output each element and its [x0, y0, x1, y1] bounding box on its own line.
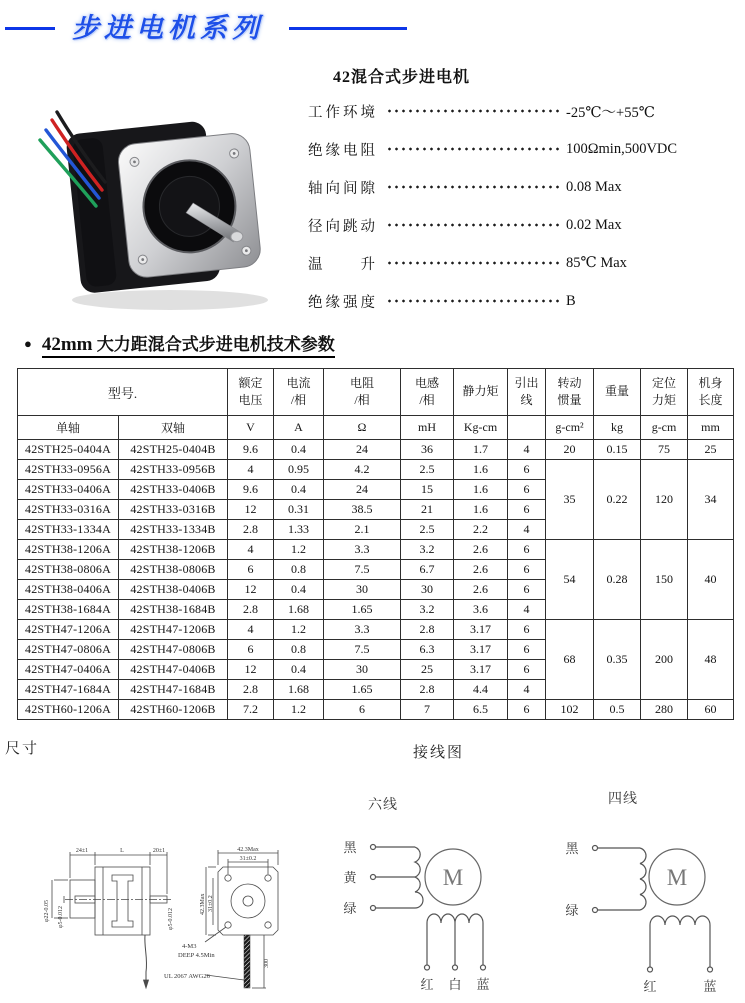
col-header: 电阻 /相 — [324, 369, 401, 416]
spec-label: 绝缘强度 — [308, 294, 378, 311]
current-cell: 0.8 — [274, 640, 324, 660]
weight-cell: 0.5 — [594, 700, 641, 720]
voltage-cell: 12 — [228, 500, 274, 520]
current-cell: 0.31 — [274, 500, 324, 520]
wire-black: 黑 — [565, 841, 579, 856]
wire-white: 白 — [448, 977, 462, 992]
dim-frame-width: 42.3Max — [237, 847, 259, 853]
model-single-cell: 42STH33-1334A — [18, 520, 119, 540]
inductance-cell: 6.7 — [401, 560, 454, 580]
motor-symbol: M — [666, 865, 688, 890]
spec-row — [308, 290, 738, 312]
table-title-size: 42mm — [41, 334, 93, 355]
holding-torque-cell: 6.5 — [454, 700, 508, 720]
detent-torque-cell: 280 — [641, 700, 688, 720]
table-title-text: 大力距混合式步进电机技术参数 — [92, 335, 335, 354]
table-row — [18, 700, 734, 720]
voltage-cell: 9.6 — [228, 480, 274, 500]
voltage-cell: 2.8 — [228, 600, 274, 620]
wire-blue: 蓝 — [476, 977, 490, 992]
voltage-cell: 12 — [228, 580, 274, 600]
resistance-cell: 4.2 — [324, 460, 401, 480]
spec-value: 100Ωmin,500VDC — [566, 140, 678, 157]
col-unit: kg — [594, 416, 641, 440]
model-double-cell: 42STH60-1206B — [119, 700, 228, 720]
detent-torque-cell: 120 — [641, 460, 688, 540]
inductance-cell: 7 — [401, 700, 454, 720]
col-header: 定位 力矩 — [641, 369, 688, 416]
col-unit — [508, 416, 546, 440]
inertia-cell: 68 — [546, 620, 594, 700]
note-cable: UL 2067 AWG26 — [164, 973, 210, 980]
col-unit: g-cm² — [546, 416, 594, 440]
resistance-cell: 30 — [324, 660, 401, 680]
table-title — [24, 330, 335, 356]
col-header-double-shaft: 双轴 — [119, 416, 228, 440]
col-unit: A — [274, 416, 324, 440]
weight-cell: 0.35 — [594, 620, 641, 700]
col-header: 引出 线 — [508, 369, 546, 416]
inductance-cell: 6.3 — [401, 640, 454, 660]
dim-cable-length: 300 — [264, 959, 270, 968]
spec-label: 径向跳动 — [308, 218, 378, 235]
spec-value: 0.02 Max — [566, 216, 622, 233]
model-single-cell: 42STH47-0806A — [18, 640, 119, 660]
col-header-single-shaft: 单轴 — [18, 416, 119, 440]
inductance-cell: 30 — [401, 580, 454, 600]
current-cell: 0.4 — [274, 440, 324, 460]
dim-hole-spacing-v: 31±0.2 — [208, 895, 214, 912]
lead-count-cell: 4 — [508, 680, 546, 700]
spec-label: 工作环境 — [308, 104, 378, 121]
model-double-cell: 42STH47-0806B — [119, 640, 228, 660]
motor-symbol: M — [442, 865, 464, 890]
weight-cell: 0.15 — [594, 440, 641, 460]
dimensions-label: 尺寸 — [5, 741, 40, 757]
spec-row — [308, 176, 738, 198]
current-cell: 1.2 — [274, 700, 324, 720]
col-unit: g-cm — [641, 416, 688, 440]
dim-shaft-dia-right: φ5-0.012 — [168, 908, 174, 930]
lead-count-cell: 6 — [508, 460, 546, 480]
dim-front: 20±1 — [152, 848, 166, 854]
current-cell: 1.2 — [274, 540, 324, 560]
resistance-cell: 3.3 — [324, 620, 401, 640]
model-double-cell: 42STH33-0956B — [119, 460, 228, 480]
resistance-cell: 6 — [324, 700, 401, 720]
detent-torque-cell: 150 — [641, 540, 688, 620]
spec-list — [308, 100, 738, 328]
lead-count-cell: 6 — [508, 500, 546, 520]
weight-cell: 0.28 — [594, 540, 641, 620]
model-double-cell: 42STH47-1206B — [119, 620, 228, 640]
inductance-cell: 15 — [401, 480, 454, 500]
resistance-cell: 38.5 — [324, 500, 401, 520]
current-cell: 1.2 — [274, 620, 324, 640]
holding-torque-cell: 3.17 — [454, 660, 508, 680]
col-unit: V — [228, 416, 274, 440]
voltage-cell: 9.6 — [228, 440, 274, 460]
model-double-cell: 42STH38-1684B — [119, 600, 228, 620]
dim-body: L — [120, 848, 124, 854]
six-wire-diagram — [330, 815, 530, 1000]
wiring-label: 接线图 — [413, 745, 465, 761]
spec-row — [308, 138, 738, 160]
lead-count-cell: 6 — [508, 480, 546, 500]
model-double-cell: 42STH33-0406B — [119, 480, 228, 500]
detent-torque-cell: 75 — [641, 440, 688, 460]
col-header: 转动 惯量 — [546, 369, 594, 416]
table-row — [18, 540, 734, 560]
col-unit: mH — [401, 416, 454, 440]
lead-count-cell: 6 — [508, 540, 546, 560]
spec-value: 85℃ Max — [566, 254, 627, 271]
lead-count-cell: 6 — [508, 580, 546, 600]
inertia-cell: 102 — [546, 700, 594, 720]
lead-count-cell: 6 — [508, 560, 546, 580]
lead-count-cell: 4 — [508, 520, 546, 540]
voltage-cell: 2.8 — [228, 680, 274, 700]
voltage-cell: 4 — [228, 540, 274, 560]
resistance-cell: 30 — [324, 580, 401, 600]
table-row — [18, 460, 734, 480]
col-unit: Ω — [324, 416, 401, 440]
voltage-cell: 12 — [228, 660, 274, 680]
bullet-icon: ● — [24, 336, 32, 351]
note-screws: 4-M3 — [182, 943, 197, 950]
holding-torque-cell: 2.6 — [454, 560, 508, 580]
dotted-leader — [386, 142, 562, 156]
model-double-cell: 42STH38-1206B — [119, 540, 228, 560]
table-row — [18, 440, 734, 460]
inductance-cell: 2.8 — [401, 620, 454, 640]
inductance-cell: 3.2 — [401, 540, 454, 560]
spec-row — [308, 100, 738, 122]
lead-count-cell: 6 — [508, 660, 546, 680]
spec-value: -25℃～+55℃ — [566, 104, 655, 121]
model-double-cell: 42STH33-1334B — [119, 520, 228, 540]
col-header: 静力矩 — [454, 369, 508, 416]
inductance-cell: 2.8 — [401, 680, 454, 700]
dotted-leader — [386, 256, 562, 270]
model-double-cell: 42STH25-0404B — [119, 440, 228, 460]
body-length-cell: 25 — [688, 440, 734, 460]
spec-label: 轴向间隙 — [308, 180, 378, 197]
resistance-cell: 3.3 — [324, 540, 401, 560]
holding-torque-cell: 4.4 — [454, 680, 508, 700]
holding-torque-cell: 2.6 — [454, 580, 508, 600]
current-cell: 1.68 — [274, 600, 324, 620]
dim-rear: 24±1 — [75, 848, 89, 854]
model-double-cell: 42STH38-0406B — [119, 580, 228, 600]
voltage-cell: 4 — [228, 460, 274, 480]
model-single-cell: 42STH33-0956A — [18, 460, 119, 480]
dotted-leader — [386, 218, 562, 232]
header-rule-left — [5, 27, 55, 30]
dim-flange-dia: φ22-0.05 — [44, 900, 50, 922]
voltage-cell: 6 — [228, 560, 274, 580]
lead-count-cell: 4 — [508, 600, 546, 620]
resistance-cell: 7.5 — [324, 640, 401, 660]
inductance-cell: 2.5 — [401, 520, 454, 540]
wire-green: 绿 — [343, 901, 357, 916]
inertia-cell: 35 — [546, 460, 594, 540]
resistance-cell: 1.65 — [324, 600, 401, 620]
inertia-cell: 54 — [546, 540, 594, 620]
current-cell: 0.8 — [274, 560, 324, 580]
holding-torque-cell: 1.7 — [454, 440, 508, 460]
wire-red: 红 — [643, 979, 657, 994]
lead-count-cell: 6 — [508, 640, 546, 660]
col-header: 额定 电压 — [228, 369, 274, 416]
spec-label: 绝缘电阻 — [308, 142, 378, 159]
dim-frame-height: 42.3Max — [200, 893, 206, 915]
model-single-cell: 42STH33-0316A — [18, 500, 119, 520]
wire-black: 黑 — [343, 840, 357, 855]
wire-blue: 蓝 — [703, 979, 717, 994]
body-length-cell: 40 — [688, 540, 734, 620]
lead-count-cell: 6 — [508, 620, 546, 640]
model-double-cell: 42STH38-0806B — [119, 560, 228, 580]
inductance-cell: 25 — [401, 660, 454, 680]
resistance-cell: 7.5 — [324, 560, 401, 580]
model-single-cell: 42STH47-0406A — [18, 660, 119, 680]
model-double-cell: 42STH47-0406B — [119, 660, 228, 680]
four-wire-title: 四线 — [608, 792, 638, 807]
spec-label: 温 升 — [308, 256, 378, 273]
spec-row — [308, 252, 738, 274]
model-double-cell: 42STH47-1684B — [119, 680, 228, 700]
inductance-cell: 36 — [401, 440, 454, 460]
body-length-cell: 60 — [688, 700, 734, 720]
col-header: 重量 — [594, 369, 641, 416]
inductance-cell: 21 — [401, 500, 454, 520]
holding-torque-cell: 1.6 — [454, 460, 508, 480]
model-double-cell: 42STH33-0316B — [119, 500, 228, 520]
holding-torque-cell: 3.6 — [454, 600, 508, 620]
inductance-cell: 2.5 — [401, 460, 454, 480]
table-row — [18, 620, 734, 640]
product-photo — [25, 82, 305, 322]
resistance-cell: 1.65 — [324, 680, 401, 700]
spec-row — [308, 214, 738, 236]
col-unit: mm — [688, 416, 734, 440]
resistance-cell: 2.1 — [324, 520, 401, 540]
model-single-cell: 42STH38-0406A — [18, 580, 119, 600]
header-rule-right — [289, 27, 407, 30]
weight-cell: 0.22 — [594, 460, 641, 540]
voltage-cell: 6 — [228, 640, 274, 660]
holding-torque-cell: 2.2 — [454, 520, 508, 540]
holding-torque-cell: 3.17 — [454, 620, 508, 640]
product-title: 42混合式步进电机 — [333, 69, 471, 86]
model-single-cell: 42STH47-1684A — [18, 680, 119, 700]
resistance-cell: 24 — [324, 440, 401, 460]
col-header: 电感 /相 — [401, 369, 454, 416]
detent-torque-cell: 200 — [641, 620, 688, 700]
holding-torque-cell: 3.17 — [454, 640, 508, 660]
holding-torque-cell: 2.6 — [454, 540, 508, 560]
spec-table — [17, 368, 734, 720]
wire-green: 绿 — [565, 903, 579, 918]
current-cell: 0.95 — [274, 460, 324, 480]
model-single-cell: 42STH47-1206A — [18, 620, 119, 640]
inertia-cell: 20 — [546, 440, 594, 460]
col-header: 电流 /相 — [274, 369, 324, 416]
dotted-leader — [386, 294, 562, 308]
col-unit: Kg-cm — [454, 416, 508, 440]
col-header: 机身 长度 — [688, 369, 734, 416]
col-header-model: 型号. — [18, 369, 228, 416]
model-single-cell: 42STH60-1206A — [18, 700, 119, 720]
current-cell: 0.4 — [274, 660, 324, 680]
body-length-cell: 34 — [688, 460, 734, 540]
dim-hole-spacing: 31±0.2 — [239, 856, 257, 862]
six-wire-title: 六线 — [368, 798, 398, 813]
current-cell: 1.68 — [274, 680, 324, 700]
spec-table-wrap — [17, 368, 734, 720]
four-wire-diagram — [545, 815, 745, 1000]
resistance-cell: 24 — [324, 480, 401, 500]
model-single-cell: 42STH25-0404A — [18, 440, 119, 460]
lead-count-cell: 6 — [508, 700, 546, 720]
page-title: 步进电机系列 — [72, 13, 264, 43]
dim-shaft-dia: φ5-0.012 — [58, 906, 64, 928]
note-depth: DEEP 4.5Min — [178, 952, 215, 959]
body-length-cell: 48 — [688, 620, 734, 700]
spec-value: 0.08 Max — [566, 178, 622, 195]
wire-red: 红 — [420, 977, 434, 992]
current-cell: 0.4 — [274, 480, 324, 500]
wire-yellow: 黄 — [343, 870, 357, 885]
model-single-cell: 42STH38-1206A — [18, 540, 119, 560]
voltage-cell: 7.2 — [228, 700, 274, 720]
current-cell: 1.33 — [274, 520, 324, 540]
current-cell: 0.4 — [274, 580, 324, 600]
model-single-cell: 42STH33-0406A — [18, 480, 119, 500]
voltage-cell: 2.8 — [228, 520, 274, 540]
model-single-cell: 42STH38-1684A — [18, 600, 119, 620]
lead-count-cell: 4 — [508, 440, 546, 460]
model-single-cell: 42STH38-0806A — [18, 560, 119, 580]
inductance-cell: 3.2 — [401, 600, 454, 620]
dotted-leader — [386, 104, 562, 118]
holding-torque-cell: 1.6 — [454, 500, 508, 520]
holding-torque-cell: 1.6 — [454, 480, 508, 500]
voltage-cell: 4 — [228, 620, 274, 640]
dotted-leader — [386, 180, 562, 194]
spec-value: B — [566, 292, 576, 309]
